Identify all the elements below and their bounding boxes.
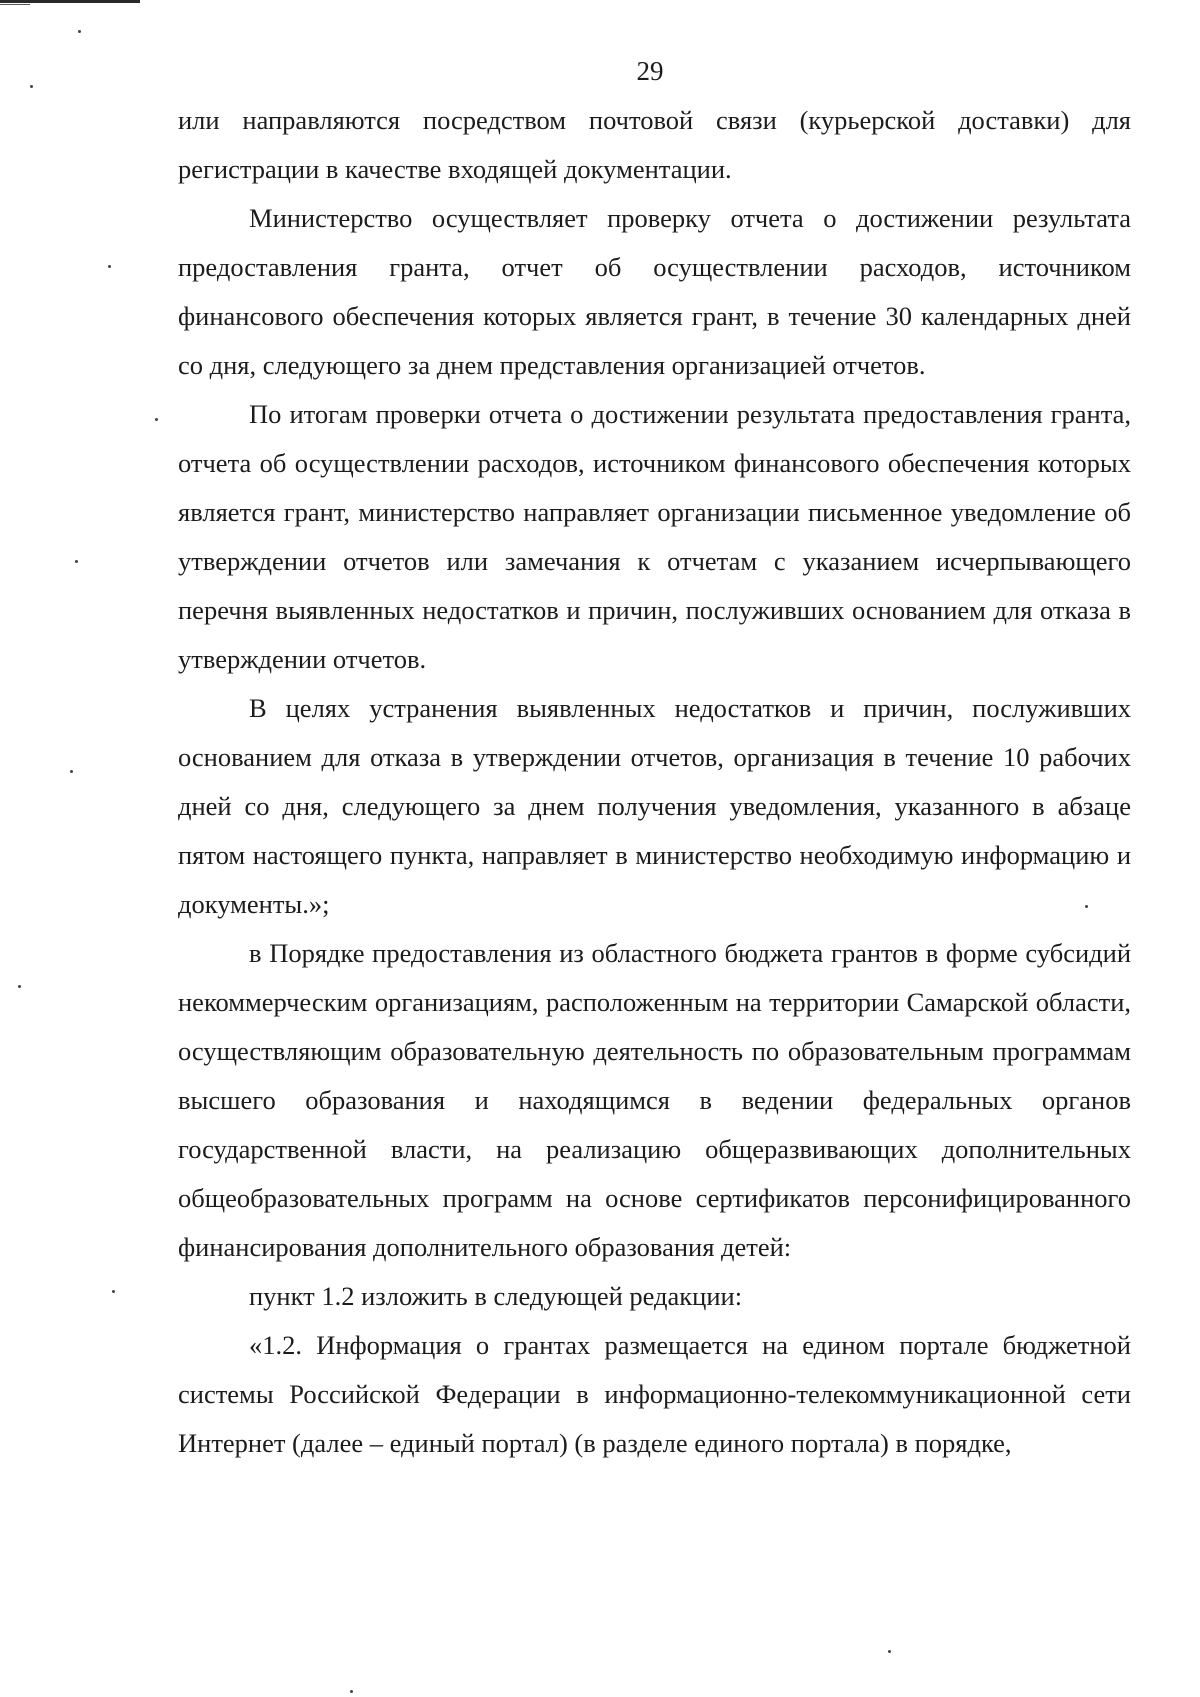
paragraph-5: в Порядке предоставления из областного бюджета грантов в форме субсидий некоммерческим организациям, расположенным на территории Самарской области, осуществляющим образовательную деятельность по образовательным программам высшего образования и находящимся в ведении федеральных органов государственной власти, на реализацию общеразвивающих дополнительных общеобразовательных программ на основе сертификатов персонифицированного финансирования дополнительного образования детей: [178, 938, 1131, 1262]
scan-speck [75, 560, 78, 563]
scan-speck [108, 265, 111, 268]
scan-edge-mark-thin [0, 4, 30, 5]
scan-speck [155, 418, 158, 421]
paragraph-6: пункт 1.2 изложить в следующей редакции: [249, 1281, 743, 1311]
paragraph-7: «1.2. Информация о грантах размещается на едином портале бюджетной системы Российской Федерации в информационно-телекоммуникационной сети Интернет (далее – единый портал) (в разделе единого портала) в порядке, [178, 1330, 1131, 1458]
scan-speck [30, 85, 33, 88]
scan-speck [112, 1290, 115, 1293]
scan-speck [78, 30, 81, 33]
scan-speck [1085, 905, 1088, 908]
paragraph-4: В целях устранения выявленных недостатков и причин, послуживших основанием для отказа в утверждении отчетов, организация в течение 10 рабочих дней со дня, следующего за днем получения уведомления, указанного в абзаце пятом настоящего пункта, направляет в министерство необходимую информацию и документы.»; [178, 693, 1131, 919]
paragraph-3: По итогам проверки отчета о достижении результата предоставления гранта, отчета об осуществлении расходов, источником финансового обеспечения которых является грант, министерство направляет организации письменное уведомление об утверждении отчетов или замечания к отчетам с указанием исчерпывающего перечня выявленных недостатков и причин, послуживших основанием для отказа в утверждении отчетов. [178, 399, 1131, 674]
scan-speck [70, 770, 73, 773]
paragraph-2: Министерство осуществляет проверку отчета о достижении результата предоставления гранта, отчет об осуществлении расходов, источником финансового обеспечения которых является грант, в течение 30 календарных дней со дня, следующего за днем представления организацией отчетов. [178, 203, 1131, 380]
scan-edge-mark [0, 0, 140, 3]
document-body [178, 96, 1131, 1468]
scan-speck [18, 985, 21, 988]
page-number: 29 [636, 56, 664, 86]
scan-speck [888, 1650, 891, 1653]
paragraph-1: или направляются посредством почтовой связи (курьерской доставки) для регистрации в качестве входящей документации. [178, 105, 1131, 184]
scan-speck [350, 1690, 353, 1693]
